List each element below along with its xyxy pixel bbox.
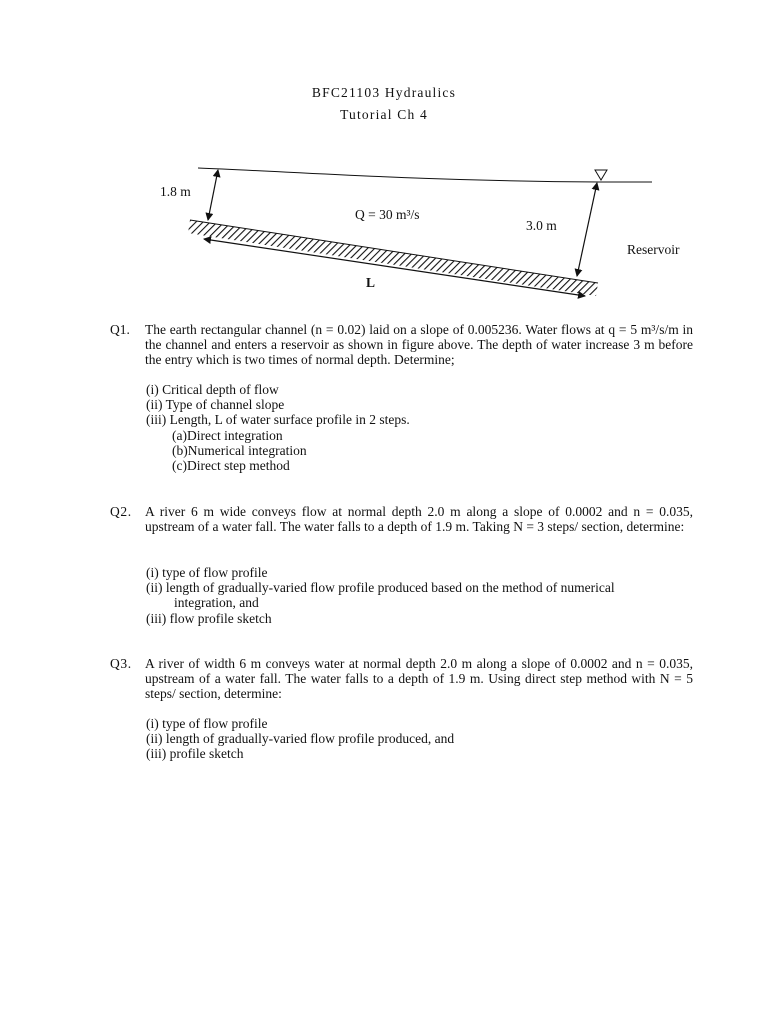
list-item: (ii) length of gradually-varied flow profile produced based on the method of numerical — [146, 580, 615, 596]
length-arrow — [204, 239, 585, 296]
water-surface-line — [198, 168, 652, 182]
q1-text: The earth rectangular channel (n = 0.02) laid on a slope of 0.005236. Water flows at q = 5 m³/s/m in the channel and enters a reservoir as shown in figure above. The depth of water increase 3 m before the entry which is two times of normal depth. Determine; — [145, 322, 693, 367]
label-depth-upstream: 1.8 m — [160, 184, 191, 199]
channel-figure — [0, 160, 768, 310]
list-item-continuation: integration, and — [174, 595, 259, 611]
list-item: (i) Critical depth of flow — [146, 382, 279, 397]
list-subitem: (b)Numerical integration — [172, 442, 307, 458]
list-item: (i) type of flow profile — [146, 565, 268, 580]
list-item: (ii) length of gradually-varied flow profile produced, and — [146, 731, 455, 747]
label-length: L — [366, 275, 376, 290]
q2-list — [146, 565, 615, 626]
q2-number: Q2. — [110, 504, 132, 519]
list-subitem: (a)Direct integration — [172, 427, 283, 443]
list-subitem: (c)Direct step method — [172, 458, 290, 474]
document-title: BFC21103 Hydraulics — [311, 85, 457, 100]
q2-text: A river 6 m wide conveys flow at normal depth 2.0 m along a slope of 0.0002 and n = 0.035, upstream of a water fall. The water falls to a depth of 1.9 m. Taking N = 3 steps/ section, determine: — [145, 504, 693, 534]
depth-arrow-upstream — [208, 170, 218, 220]
water-level-triangle-icon — [595, 170, 607, 180]
depth-arrow-downstream — [577, 183, 597, 276]
list-item: (iii) flow profile sketch — [146, 610, 272, 626]
list-item: (iii) Length, L of water surface profile in 2 steps. — [146, 412, 410, 428]
label-reservoir: Reservoir — [627, 242, 680, 257]
list-item: (iii) profile sketch — [146, 746, 244, 762]
q3-text: A river of width 6 m conveys water at normal depth 2.0 m along a slope of 0.0002 and n = 0.035, upstream of a water fall. The water falls to a depth of 1.9 m. Using direct step method with N = 5 steps/ section, determine: — [145, 656, 693, 701]
list-item: (i) type of flow profile — [146, 716, 268, 731]
q1-list — [146, 382, 410, 473]
document-subtitle: Tutorial Ch 4 — [340, 107, 428, 122]
q3-number: Q3. — [110, 656, 132, 671]
label-discharge: Q = 30 m³/s — [355, 207, 420, 222]
label-depth-downstream: 3.0 m — [526, 218, 557, 233]
list-item: (ii) Type of channel slope — [146, 397, 285, 413]
q1-number: Q1. — [110, 322, 130, 337]
q3-list — [146, 716, 454, 762]
